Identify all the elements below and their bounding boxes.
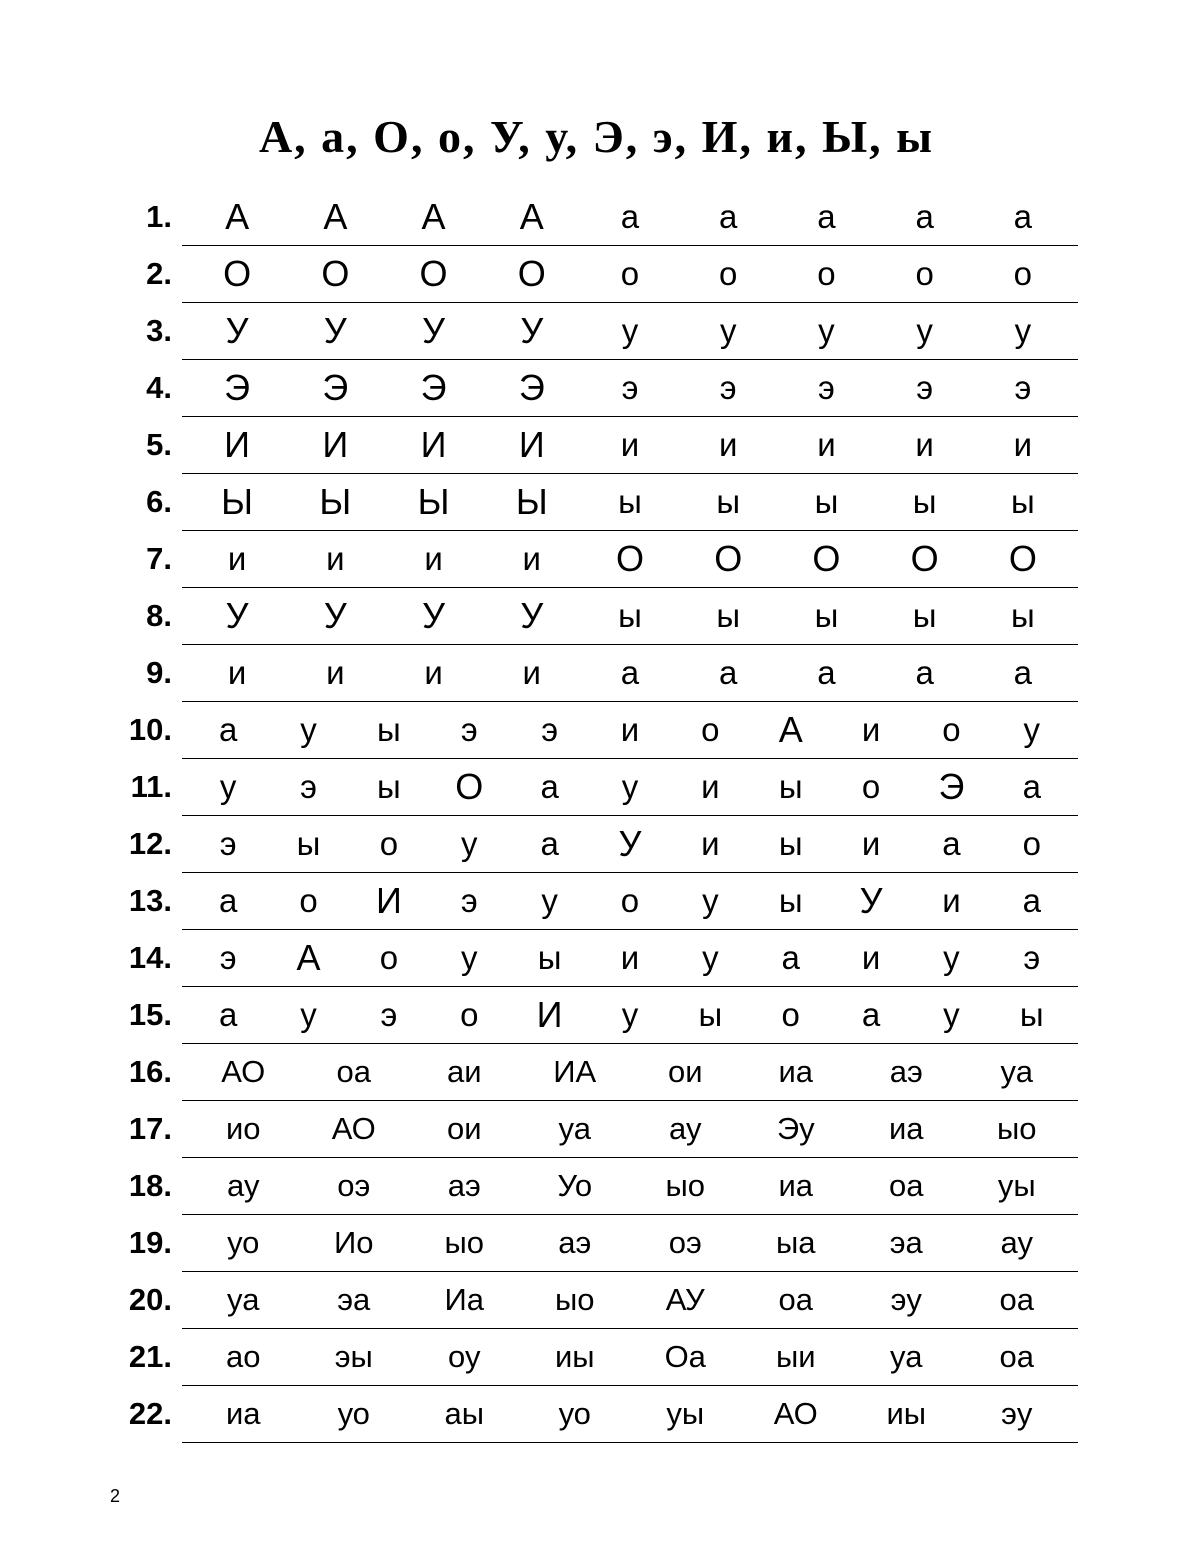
row-cells xyxy=(182,1386,1078,1443)
letter-cell: Э xyxy=(224,366,251,408)
exercise-row xyxy=(120,474,1078,531)
letter-cell: и xyxy=(620,426,640,464)
letter-cell: Эу xyxy=(776,1111,815,1147)
letter-cell: иы xyxy=(886,1396,927,1432)
letter-cell: э xyxy=(219,825,237,863)
letter-cell: ы xyxy=(778,768,803,806)
letter-cell: у xyxy=(541,882,558,920)
letter-cell: АУ xyxy=(665,1282,705,1318)
letter-cell: и xyxy=(620,939,640,977)
letter-cell: У xyxy=(422,309,445,351)
letter-cell: у xyxy=(300,996,317,1034)
letter-cell: У xyxy=(422,594,445,636)
letter-cell: О xyxy=(455,765,484,807)
letter-cell: а xyxy=(942,825,961,863)
letter-cell: О xyxy=(517,252,546,294)
letter-cell: эа xyxy=(337,1282,371,1318)
row-cells xyxy=(182,987,1078,1044)
letter-cell: а xyxy=(219,711,238,749)
letter-cell: АО xyxy=(331,1111,376,1147)
letter-cell: У xyxy=(859,879,883,921)
row-number: 1. xyxy=(146,199,172,235)
letter-cell: и xyxy=(227,654,247,692)
letter-cell: аэ xyxy=(889,1054,923,1090)
letter-cell: о xyxy=(1013,255,1033,293)
letter-cell: И xyxy=(536,993,563,1035)
letter-cell: у xyxy=(943,939,960,977)
letter-cell: ыо xyxy=(554,1282,595,1318)
letter-cell: уа xyxy=(227,1282,260,1318)
row-number: 9. xyxy=(146,655,172,691)
row-number: 19. xyxy=(128,1225,172,1261)
letter-cell: уо xyxy=(558,1396,591,1432)
letter-cell: иа xyxy=(778,1054,814,1090)
letter-cell: У xyxy=(323,594,347,636)
letter-cell: о xyxy=(817,255,836,293)
letter-cell: о xyxy=(460,996,479,1034)
letter-cell: у xyxy=(219,768,237,806)
row-number: 7. xyxy=(146,541,172,577)
letter-cell: и xyxy=(915,426,934,464)
letter-cell: у xyxy=(621,996,639,1034)
row-number: 10. xyxy=(128,712,172,748)
row-cells xyxy=(182,1272,1078,1329)
row-cells xyxy=(182,1101,1078,1158)
letter-cell: и xyxy=(620,711,640,749)
letter-cell: ы xyxy=(716,597,741,635)
letter-cell: э xyxy=(460,711,478,749)
exercise-row xyxy=(120,1044,1078,1101)
letter-cell: ы xyxy=(912,597,937,635)
letter-cell: оа xyxy=(889,1168,924,1204)
letter-cell: а xyxy=(1013,198,1033,236)
letter-cell: ио xyxy=(225,1111,261,1147)
letter-cell: А xyxy=(778,708,803,750)
letter-cell: иы xyxy=(554,1339,595,1375)
letter-cell: а xyxy=(915,198,934,236)
row-number: 16. xyxy=(128,1054,172,1090)
row-cells xyxy=(182,246,1078,303)
letter-cell: а xyxy=(1022,882,1041,920)
letter-cell: о xyxy=(1022,825,1041,863)
letter-cell: а xyxy=(915,654,934,692)
letter-cell: э xyxy=(460,882,478,920)
letter-cell: ыо xyxy=(996,1111,1037,1147)
letter-cell: оа xyxy=(999,1282,1034,1318)
page-number: 2 xyxy=(110,1486,121,1506)
letter-cell: у xyxy=(719,312,737,350)
letter-cell: У xyxy=(520,594,544,636)
letter-cell: ы xyxy=(778,825,803,863)
letter-cell: О xyxy=(223,252,252,294)
letter-cell: И xyxy=(375,879,402,921)
letter-cell: а xyxy=(620,198,640,236)
row-number: 20. xyxy=(128,1282,172,1318)
letter-cell: И xyxy=(322,423,349,465)
letter-cell: о xyxy=(379,825,399,863)
letter-cell: и xyxy=(718,426,738,464)
row-cells xyxy=(182,588,1078,645)
letter-cell: у xyxy=(461,939,478,977)
letter-cell: Иа xyxy=(444,1282,485,1318)
letter-cell: ы xyxy=(814,597,839,635)
letter-cell: ы xyxy=(1019,996,1044,1034)
letter-cell: А xyxy=(519,195,544,237)
letter-cell: а xyxy=(817,654,836,692)
row-cells xyxy=(182,759,1078,816)
letter-cell: у xyxy=(702,939,719,977)
letter-cell: ы xyxy=(618,483,642,521)
row-number: 12. xyxy=(128,826,172,862)
letter-cell: а xyxy=(540,825,559,863)
letter-cell: а xyxy=(1022,768,1041,806)
exercise-row xyxy=(120,645,1078,702)
letter-cell: эы xyxy=(334,1339,373,1375)
row-cells xyxy=(182,816,1078,873)
letter-cell: Уо xyxy=(557,1168,593,1204)
row-number: 15. xyxy=(128,997,172,1033)
letter-cell: аэ xyxy=(558,1225,592,1261)
letter-cell: уа xyxy=(890,1339,923,1375)
exercise-row xyxy=(120,702,1078,759)
letter-cell: оа xyxy=(999,1339,1034,1375)
letter-cell: аи xyxy=(446,1054,482,1090)
letter-cell: ои xyxy=(667,1054,703,1090)
exercise-row xyxy=(120,987,1078,1044)
row-cells xyxy=(182,417,1078,474)
letter-cell: У xyxy=(225,594,249,636)
letter-cell: о xyxy=(379,939,399,977)
letter-cell: а xyxy=(861,996,881,1034)
letter-cell: а xyxy=(540,768,559,806)
row-number: 17. xyxy=(128,1111,172,1147)
letter-cell: А xyxy=(323,195,348,237)
row-number: 3. xyxy=(146,313,172,349)
letter-cell: у xyxy=(300,711,317,749)
letter-cell: и xyxy=(861,711,881,749)
letter-cell: и xyxy=(701,768,720,806)
letter-cell: у xyxy=(1023,711,1041,749)
row-cells xyxy=(182,930,1078,987)
letter-cell: ыи xyxy=(775,1339,816,1375)
letter-cell: ы xyxy=(377,768,401,806)
exercise-row xyxy=(120,1329,1078,1386)
letter-cell: ы xyxy=(778,882,803,920)
letter-cell: ы xyxy=(698,996,723,1034)
exercise-row xyxy=(120,930,1078,987)
row-number: 8. xyxy=(146,598,172,634)
letter-cell: эа xyxy=(889,1225,923,1261)
exercise-rows xyxy=(0,189,1193,1443)
letter-cell: уа xyxy=(558,1111,591,1147)
letter-cell: ы xyxy=(377,711,401,749)
exercise-row xyxy=(120,417,1078,474)
exercise-row xyxy=(120,873,1078,930)
row-cells xyxy=(182,531,1078,588)
exercise-row xyxy=(120,246,1078,303)
letter-cell: и xyxy=(424,540,443,578)
row-cells xyxy=(182,702,1078,759)
row-cells xyxy=(182,1215,1078,1272)
row-cells xyxy=(182,873,1078,930)
letter-cell: ы xyxy=(296,825,321,863)
exercise-row xyxy=(120,189,1078,246)
letter-cell: Ы xyxy=(319,480,352,522)
letter-cell: уо xyxy=(337,1396,370,1432)
row-number: 18. xyxy=(128,1168,172,1204)
letter-cell: э xyxy=(1014,369,1032,407)
letter-cell: э xyxy=(219,939,237,977)
letter-cell: ы xyxy=(618,597,642,635)
exercise-row xyxy=(120,816,1078,873)
letter-cell: ыа xyxy=(775,1225,816,1261)
letter-cell: ау xyxy=(1000,1225,1033,1261)
letter-cell: О xyxy=(1008,537,1037,579)
letter-cell: оу xyxy=(448,1339,481,1375)
letter-cell: о xyxy=(861,768,881,806)
row-cells xyxy=(182,189,1078,246)
row-number: 11. xyxy=(130,769,172,805)
letter-cell: О xyxy=(812,537,841,579)
letter-cell: а xyxy=(719,198,738,236)
letter-cell: А xyxy=(296,936,321,978)
letter-cell: у xyxy=(916,312,933,350)
letter-cell: Ы xyxy=(515,480,548,522)
exercise-row xyxy=(120,1101,1078,1158)
letter-cell: и xyxy=(1013,426,1033,464)
letter-cell: У xyxy=(520,309,544,351)
letter-cell: э xyxy=(818,369,835,407)
letter-cell: и xyxy=(522,654,541,692)
letter-cell: уа xyxy=(1000,1054,1033,1090)
letter-cell: и xyxy=(942,882,961,920)
letter-cell: Э xyxy=(322,366,349,408)
letter-cell: О xyxy=(321,252,350,294)
letter-cell: эу xyxy=(1001,1396,1033,1432)
letter-cell: О xyxy=(419,252,448,294)
letter-cell: у xyxy=(702,882,719,920)
letter-cell: и xyxy=(817,426,836,464)
letter-cell: у xyxy=(818,312,835,350)
letter-cell: иа xyxy=(888,1111,924,1147)
letter-cell: аы xyxy=(444,1396,485,1432)
letter-cell: И xyxy=(420,423,447,465)
page-title: А, а, О, о, У, у, Э, э, И, и, Ы, ы xyxy=(258,111,935,162)
letter-cell: э xyxy=(916,369,934,407)
letter-cell: А xyxy=(421,195,446,237)
row-number: 21. xyxy=(128,1339,172,1375)
letter-cell: У xyxy=(323,309,347,351)
letter-cell: ы xyxy=(537,939,562,977)
letter-cell: о xyxy=(781,996,800,1034)
letter-cell: э xyxy=(541,711,559,749)
letter-cell: АО xyxy=(221,1054,266,1090)
letter-cell: а xyxy=(219,996,238,1034)
letter-cell: ыо xyxy=(444,1225,485,1261)
letter-cell: и xyxy=(326,654,345,692)
row-cells xyxy=(182,1044,1078,1101)
letter-cell: и xyxy=(227,540,247,578)
letter-cell: а xyxy=(817,198,836,236)
row-cells xyxy=(182,1329,1078,1386)
letter-cell: у xyxy=(943,996,960,1034)
row-number: 14. xyxy=(128,940,172,976)
letter-cell: ИА xyxy=(553,1054,597,1090)
letter-cell: о xyxy=(942,711,961,749)
letter-cell: оа xyxy=(778,1282,813,1318)
letter-cell: иа xyxy=(778,1168,814,1204)
letter-cell: У xyxy=(618,822,642,864)
letter-cell: ы xyxy=(1011,483,1035,521)
row-cells xyxy=(182,645,1078,702)
letter-cell: о xyxy=(299,882,318,920)
letter-cell: оа xyxy=(336,1054,371,1090)
letter-cell: Э xyxy=(420,366,447,408)
exercise-row xyxy=(120,1386,1078,1443)
exercise-row xyxy=(120,531,1078,588)
letter-cell: оэ xyxy=(668,1225,702,1261)
letter-cell: уы xyxy=(666,1396,705,1432)
letter-cell: Ы xyxy=(221,480,254,522)
row-number: 4. xyxy=(146,370,172,406)
letter-cell: э xyxy=(300,768,317,806)
letter-cell: и xyxy=(861,939,881,977)
letter-cell: о xyxy=(719,255,738,293)
letter-cell: А xyxy=(225,195,250,237)
exercise-row xyxy=(120,303,1078,360)
letter-cell: у xyxy=(621,768,639,806)
letter-cell: уо xyxy=(227,1225,260,1261)
letter-cell: э xyxy=(380,996,398,1034)
exercise-row xyxy=(120,1158,1078,1215)
letter-cell: у xyxy=(621,312,639,350)
exercise-row xyxy=(120,360,1078,417)
row-number: 5. xyxy=(146,427,172,463)
letter-cell: уы xyxy=(997,1168,1036,1204)
letter-cell: ы xyxy=(814,483,839,521)
letter-cell: Э xyxy=(938,765,965,807)
letter-cell: ои xyxy=(446,1111,482,1147)
letter-cell: э xyxy=(719,369,737,407)
letter-cell: и xyxy=(701,825,720,863)
letter-cell: а xyxy=(1013,654,1033,692)
letter-cell: Ы xyxy=(417,480,450,522)
letter-cell: О xyxy=(615,537,644,579)
letter-cell: О xyxy=(714,537,743,579)
letter-cell: о xyxy=(701,711,720,749)
letter-cell: оэ xyxy=(337,1168,371,1204)
letter-cell: АО xyxy=(773,1396,818,1432)
letter-cell: и xyxy=(326,540,345,578)
letter-cell: ао xyxy=(226,1339,261,1375)
letter-cell: у xyxy=(461,825,478,863)
exercise-row xyxy=(120,1272,1078,1329)
letter-cell: и xyxy=(522,540,541,578)
row-number: 22. xyxy=(128,1396,172,1432)
letter-cell: а xyxy=(219,882,238,920)
letter-cell: а xyxy=(620,654,640,692)
letter-cell: ыо xyxy=(665,1168,706,1204)
letter-cell: Оа xyxy=(664,1339,706,1375)
letter-cell: Ио xyxy=(333,1225,374,1261)
row-cells xyxy=(182,303,1078,360)
letter-cell: о xyxy=(915,255,934,293)
letter-cell: о xyxy=(620,882,640,920)
letter-cell: аэ xyxy=(447,1168,481,1204)
letter-cell: ы xyxy=(1011,597,1035,635)
letter-cell: иа xyxy=(225,1396,261,1432)
letter-cell: ау xyxy=(227,1168,260,1204)
letter-cell: ау xyxy=(669,1111,702,1147)
letter-cell: И xyxy=(518,423,545,465)
letter-cell: ы xyxy=(716,483,741,521)
letter-cell: и xyxy=(861,825,881,863)
row-number: 6. xyxy=(146,484,172,520)
row-number: 2. xyxy=(146,256,172,292)
letter-cell: э xyxy=(1023,939,1041,977)
exercise-row xyxy=(120,588,1078,645)
letter-cell: у xyxy=(1014,312,1032,350)
letter-cell: а xyxy=(719,654,738,692)
letter-cell: о xyxy=(620,255,640,293)
row-cells xyxy=(182,474,1078,531)
exercise-row xyxy=(120,1215,1078,1272)
letter-cell: и xyxy=(424,654,443,692)
letter-cell: ы xyxy=(912,483,937,521)
letter-cell: эу xyxy=(890,1282,922,1318)
letter-cell: Э xyxy=(518,366,545,408)
letter-cell: э xyxy=(621,369,639,407)
letter-cell: а xyxy=(781,939,800,977)
letter-cell: И xyxy=(224,423,251,465)
letter-cell: У xyxy=(225,309,249,351)
letter-cell: О xyxy=(910,537,939,579)
row-number: 13. xyxy=(128,883,172,919)
row-cells xyxy=(182,360,1078,417)
row-cells xyxy=(182,1158,1078,1215)
exercise-row xyxy=(120,759,1078,816)
